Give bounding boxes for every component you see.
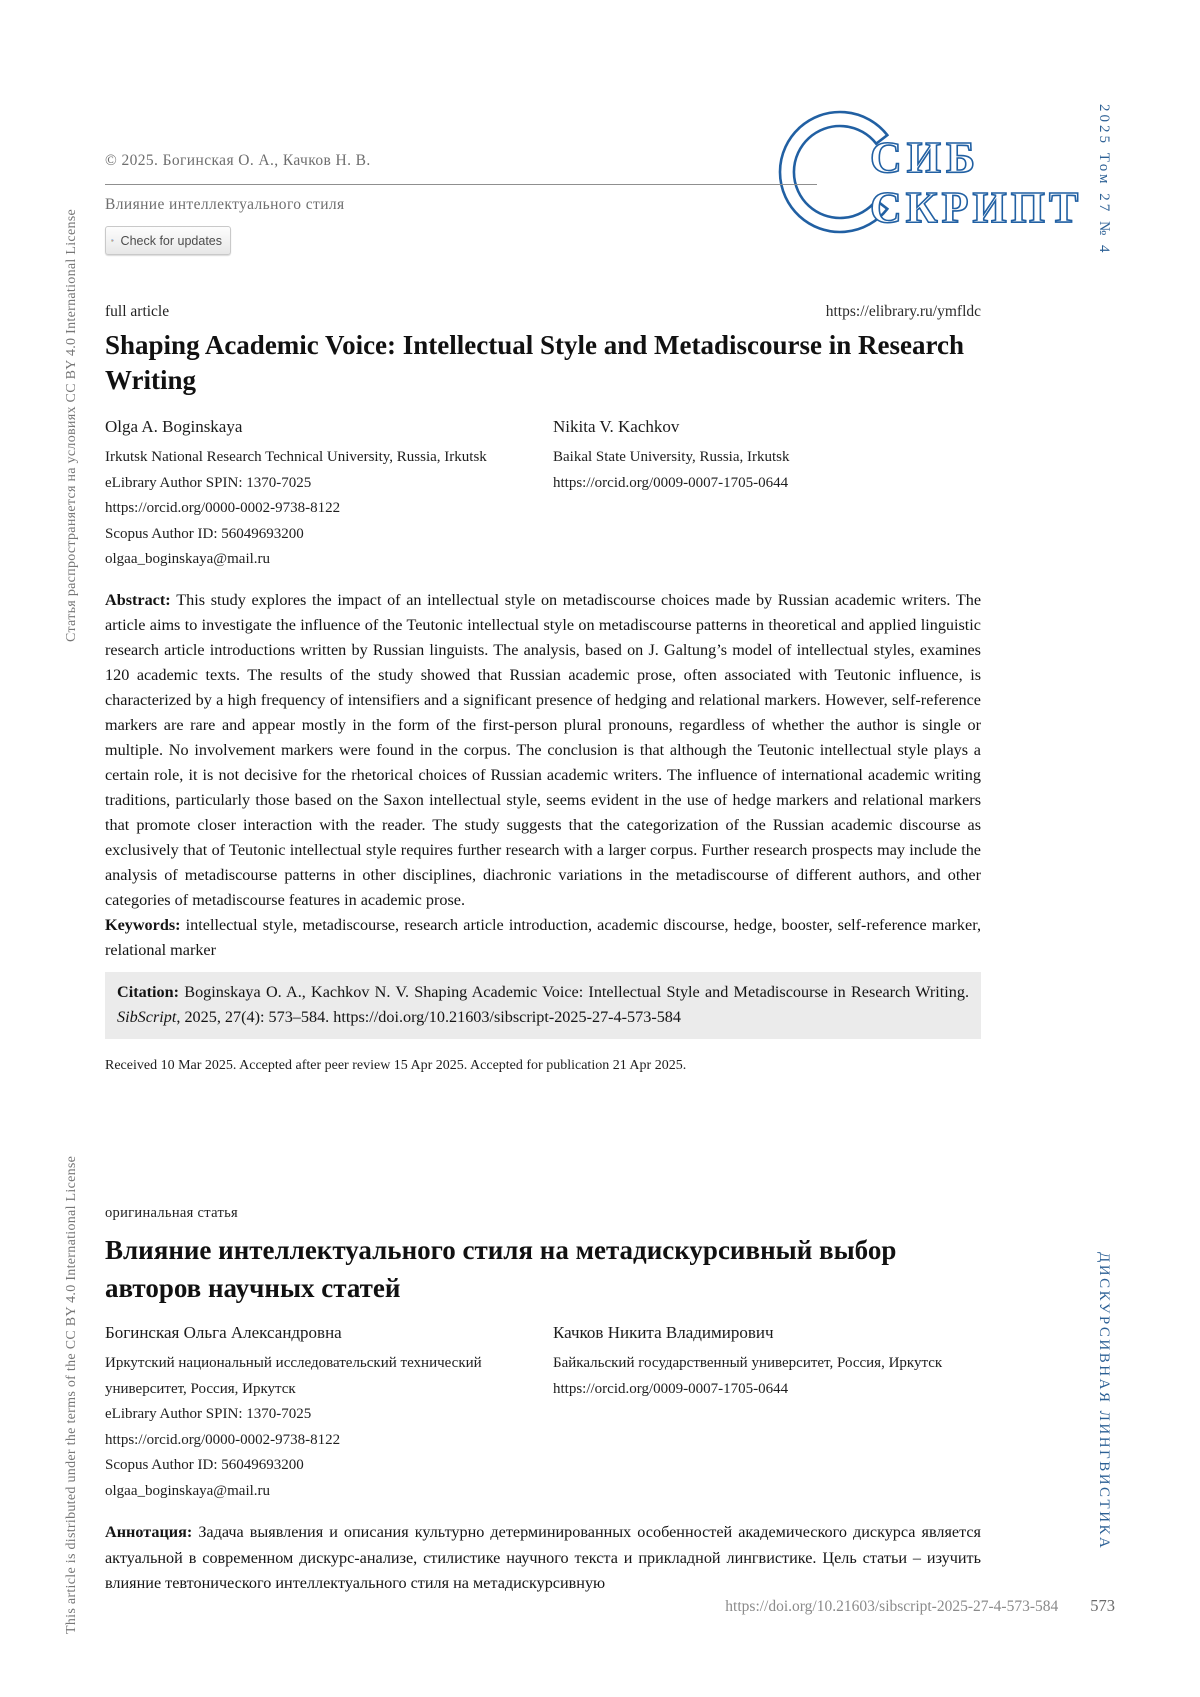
authors-en-block xyxy=(105,416,981,573)
russian-section xyxy=(105,1205,981,1597)
citation-text-2: , 2025, 27(4): 573–584. https://doi.org/10.21603/sibscript-2025-27-4-573-584 xyxy=(176,1008,681,1026)
author-en-2 xyxy=(553,416,981,573)
citation-label: Citation: xyxy=(117,983,185,1001)
citation-text-1: Boginskaya O. A., Kachkov N. V. Shaping Academic Voice: Intellectual Style and Metadiscourse in Research Writing. xyxy=(184,983,969,1001)
journal-volume-info: 2025 Том 27 № 4 xyxy=(1096,104,1112,256)
author-ru-2 xyxy=(553,1322,981,1504)
author-ru-1 xyxy=(105,1322,553,1504)
author-affiliation: Irkutsk National Research Technical University, Russia, Irkutsk xyxy=(105,449,487,465)
author-orcid-link[interactable]: https://orcid.org/0000-0002-9738-8122 xyxy=(105,1431,341,1448)
abstract-paragraph xyxy=(105,588,981,913)
copyright-line: © 2025. Богинская О. А., Качков Н. В. xyxy=(105,152,371,169)
article-title-en: Shaping Academic Voice: Intellectual Style and Metadiscourse in Research Writing xyxy=(105,330,964,395)
page-footer xyxy=(105,1596,1115,1616)
citation-box xyxy=(105,972,981,1039)
journal-section-label: ДИСКУРСИВНАЯ ЛИНГВИСТИКА xyxy=(1096,1252,1112,1551)
running-title: Влияние интеллектуального стиля xyxy=(105,196,345,213)
annotation-paragraph xyxy=(105,1520,981,1597)
citation-paragraph xyxy=(117,980,969,1030)
check-for-updates-label: Check for updates xyxy=(120,233,222,248)
license-note-russian: Статья распространяется на условиях CC BY 4.0 International License xyxy=(64,208,79,642)
author-affiliation: Иркутский национальный исследовательский технический университет, Россия, Иркутск xyxy=(105,1355,482,1397)
keywords-label: Keywords: xyxy=(105,916,186,934)
logo-text-line1: СИБ xyxy=(870,133,981,182)
author-scopus-id: Scopus Author ID: 56049693200 xyxy=(105,1457,304,1473)
license-note-english: This article is distributed under the terms of the CC BY 4.0 International License xyxy=(64,1155,79,1634)
header-divider xyxy=(105,184,817,185)
received-dates-line: Received 10 Mar 2025. Accepted after peer review 15 Apr 2025. Accepted for publication 21 Apr 2025. xyxy=(105,1058,687,1073)
check-for-updates-button[interactable] xyxy=(105,226,231,255)
keywords-paragraph xyxy=(105,913,981,963)
author-name: Nikita V. Kachkov xyxy=(553,417,680,436)
citation-journal-name: SibScript xyxy=(117,1008,177,1026)
author-orcid-link[interactable]: https://orcid.org/0009-0007-1705-0644 xyxy=(553,474,789,491)
author-spin: eLibrary Author SPIN: 1370-7025 xyxy=(105,1406,312,1422)
author-orcid-link[interactable]: https://orcid.org/0009-0007-1705-0644 xyxy=(553,1380,789,1397)
annotation-text: Задача выявления и описания культурно детерминированных особенностей академического дискурса является актуальной в современном дискурс-анализе, стилистике научного текста и прикладной лингвистике. Цель статьи – изучить влияние тевтонического интеллектуального стиля на метадискурсивную xyxy=(105,1523,981,1592)
author-en-1 xyxy=(105,416,553,573)
author-email-link[interactable]: olgaa_boginskaya@mail.ru xyxy=(105,551,271,567)
article-type-label-ru: оригинальная статья xyxy=(105,1205,238,1221)
elibrary-link[interactable]: https://elibrary.ru/ymfldc xyxy=(825,303,981,320)
author-scopus-id: Scopus Author ID: 56049693200 xyxy=(105,525,304,542)
abstract-text: This study explores the impact of an intellectual style on metadiscourse choices made by Russian academic writers. The article aims to investigate the influence of the Teutonic intellectual style on metadiscourse patterns in theoretical and applied linguistic research article introductions written by Russian linguists. The analysis, based on J. Galtung’s model of intellectual styles, examines 120 academic texts. The results of the study showed that Russian academic prose, often associated with Teutonic influence, is characterized by a high frequency of intensifiers and a significant presence of hedging and relational markers. However, self-reference markers are rare and appear mostly in the form of the first-person plural pronouns, regardless of whether the author is single or multiple. No involvement markers were found in the corpus. The conclusion is that although the Teutonic intellectual style plays a certain role, it is not decisive for the rhetorical choices of Russian academic writers. The influence of international academic writing traditions, particularly those based on the Saxon intellectual style, seems evident in the use of hedge markers and relational markers that promote closer interaction with the reader. The study suggests that the categorization of the Russian academic discourse as exclusively that of Teutonic intellectual style requires further research with a larger corpus. Further research prospects may include the analysis of metadiscourse patterns in other disciplines, diachronic variations in the metadiscourse of different authors, and other categories of metadiscourse features in academic prose. xyxy=(105,591,981,909)
sibscript-logo xyxy=(764,102,1083,250)
article-type-label: full article xyxy=(105,303,170,320)
logo-text-line2: СКРИПТ xyxy=(870,183,1083,232)
article-title-ru: Влияние интеллектуального стиля на метадискурсивный выбор авторов научных статей xyxy=(105,1235,897,1303)
annotation-label: Аннотация: xyxy=(105,1523,199,1541)
crossmark-icon xyxy=(111,231,114,250)
keywords-text: intellectual style, metadiscourse, research article introduction, academic discourse, hedge, booster, self-reference marker, relational marker xyxy=(105,916,982,959)
author-name: Качков Никита Владимирович xyxy=(553,1323,774,1342)
authors-ru-block xyxy=(105,1322,981,1504)
author-affiliation: Байкальский государственный университет, Россия, Иркутск xyxy=(553,1355,943,1371)
author-orcid-link[interactable]: https://orcid.org/0000-0002-9738-8122 xyxy=(105,500,341,516)
author-name: Богинская Ольга Александровна xyxy=(105,1323,342,1342)
article-type-row xyxy=(105,303,981,321)
doi-footer-link[interactable]: https://doi.org/10.21603/sibscript-2025-27-4-573-584 xyxy=(725,1598,1059,1615)
author-spin: eLibrary Author SPIN: 1370-7025 xyxy=(105,474,312,491)
author-affiliation: Baikal State University, Russia, Irkutsk xyxy=(553,449,790,465)
page-number: 573 xyxy=(1090,1596,1115,1615)
author-email-link[interactable]: olgaa_boginskaya@mail.ru xyxy=(105,1482,271,1499)
abstract-section xyxy=(105,588,981,1074)
author-name: Olga A. Boginskaya xyxy=(105,417,243,436)
abstract-label: Abstract: xyxy=(105,591,177,609)
